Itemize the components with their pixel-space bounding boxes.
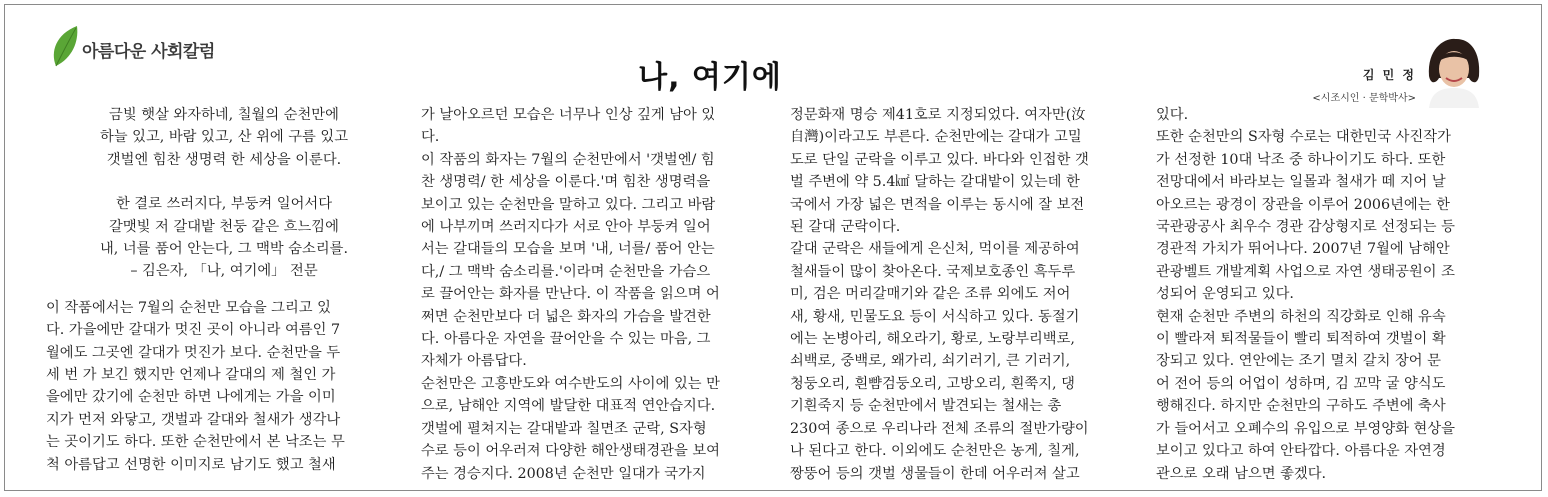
text-line: 또한 순천만의 S자형 수로는 대한민국 사진작가 xyxy=(1156,129,1451,146)
article-column-4 xyxy=(1156,104,1512,485)
text-line: 다. 아름다운 자연을 끌어안을 수 있는 마음, 그 xyxy=(421,331,711,348)
text-line: 철새들이 많이 찾아온다. 국제보호종인 흑두루 xyxy=(790,263,1076,280)
text-line: 보이고 있다고 하여 안타깝다. 아름다운 자연경 xyxy=(1156,443,1446,460)
author-byline xyxy=(1312,66,1416,104)
text-line: 로 끌어안는 화자를 만난다. 이 작품을 읽으며 어 xyxy=(421,286,720,303)
text-line: 아오르는 광경이 장관을 이루어 2006년에는 한 xyxy=(1156,196,1450,213)
text-line: 自灣)이라고도 부른다. 순천만에는 갈대가 고밀 xyxy=(790,129,1082,146)
text-line: 서는 갈대들의 모습을 보며 '내, 너를/ 품어 안는 xyxy=(421,241,715,258)
text-line: 벌 주변에 약 5.4㎢ 달하는 갈대밭이 있는데 한 xyxy=(790,174,1080,191)
text-line: 국관광공사 최우수 경관 감상형지로 선정되는 등 xyxy=(1156,219,1455,236)
text-line: 미, 검은 머리갈매기와 같은 조류 외에도 저어 xyxy=(790,286,1071,303)
author-name: 김 민 정 xyxy=(1362,68,1416,82)
text-line: 에 나부끼며 쓰러지다가 서로 안아 부둥켜 일어 xyxy=(421,219,711,236)
brand-label: 아름다운 사회칼럼 xyxy=(82,41,215,62)
text-line: 이 빨라져 퇴적물들이 빨리 퇴적하여 갯벌이 확 xyxy=(1156,331,1446,348)
poem-line: 한 결로 쓰러지다, 부둥켜 일어서다 xyxy=(115,196,333,213)
text-line: 쇠백로, 중백로, 왜가리, 쇠기러기, 큰 기러기, xyxy=(790,353,1071,370)
text-line: 지가 먼저 와닿고, 갯벌과 갈대와 철새가 생각나 xyxy=(46,411,341,428)
text-line: 다,/ 그 맥박 숨소리를.'이라며 순천만을 가슴으 xyxy=(421,263,711,280)
text-line: 도로 단일 군락을 이루고 있다. 바다와 인접한 갯 xyxy=(790,151,1089,168)
text-line: 에는 논병아리, 해오라기, 황로, 노랑부리백로, xyxy=(790,331,1075,348)
poem-line: 내, 너를 품어 안는다, 그 맥박 숨소리를. xyxy=(99,241,349,258)
text-line: 있다. xyxy=(1156,107,1189,123)
poem-line: 금빛 햇살 와자하네, 칠월의 순천만에 xyxy=(109,107,339,123)
text-line: 정문화재 명승 제41호로 지정되었다. 여자만(汝 xyxy=(790,107,1086,123)
text-line: 전망대에서 바라보는 일몰과 철새가 떼 지어 날 xyxy=(1156,174,1446,191)
poem-line: 갯벌엔 힘찬 생명력 한 세상을 이룬다. xyxy=(106,151,342,168)
text-line: 어 전어 등의 어업이 성하며, 김 꼬막 굴 양식도 xyxy=(1156,375,1446,392)
text-line: 행해진다. 하지만 순천만의 구하도 주변에 축사 xyxy=(1156,398,1446,415)
text-line: 다. 가을에만 갈대가 멋진 곳이 아니라 여름인 7 xyxy=(46,322,341,339)
text-line: 순천만은 고흥반도와 여수반도의 사이에 있는 만 xyxy=(421,375,720,392)
text-line: 갈대 군락은 새들에게 은신처, 먹이를 제공하여 xyxy=(790,241,1080,258)
text-line: 현재 순천만 주변의 하천의 직강화로 인해 유속 xyxy=(1156,308,1446,325)
author-photo xyxy=(1425,36,1483,108)
text-line: 주는 경승지다. 2008년 순천만 일대가 국가지 xyxy=(421,465,706,482)
text-line: 찬 생명력/ 한 세상을 이룬다.'며 힘찬 생명력을 xyxy=(421,174,711,191)
text-line: 장되고 있다. 연안에는 조기 멸치 갈치 장어 문 xyxy=(1156,353,1441,370)
text-line: 된 갈대 군락이다. xyxy=(790,219,901,236)
text-line: 새, 황새, 민물도요 등이 서식하고 있다. 동절기 xyxy=(790,308,1080,325)
author-title: <시조시인 · 문학박사> xyxy=(1312,93,1416,104)
text-line: 국에서 가장 넓은 면적을 이루는 동시에 잘 보전 xyxy=(790,196,1085,213)
text-line: 쩌면 순천만보다 더 넓은 화자의 가슴을 발견한 xyxy=(421,308,711,325)
text-line: 수로 등이 어우러져 다양한 해안생태경관을 보여 xyxy=(421,443,720,460)
text-line: 이 작품의 화자는 7월의 순천만에서 '갯벌엔/ 힘 xyxy=(421,151,715,168)
leaf-icon xyxy=(50,24,80,68)
poem-line: 하늘 있고, 바람 있고, 산 위에 구름 있고 xyxy=(99,129,349,146)
text-line: 관광벨트 개발계획 사업으로 자연 생태공원이 조 xyxy=(1156,263,1455,280)
text-line: 자체가 아름답다. xyxy=(421,353,527,370)
text-line: 는 곳이기도 하다. 또한 순천만에서 본 낙조는 무 xyxy=(46,434,345,451)
poem-quote xyxy=(46,104,402,283)
poem-line: 갈맷빛 저 갈대밭 천둥 같은 흐느낌에 xyxy=(109,218,339,235)
text-line: 청둥오리, 흰뺨검둥오리, 고방오리, 흰쭉지, 댕 xyxy=(790,375,1075,392)
text-line: 척 아름답고 선명한 이미지로 남기도 했고 철새 xyxy=(46,456,336,473)
text-line: 월에도 그곳엔 갈대가 멋진가 보다. 순천만을 두 xyxy=(46,344,341,361)
body-lines xyxy=(46,297,402,476)
text-line: 경관적 가치가 뛰어나다. 2007년 7월에 남해안 xyxy=(1156,241,1450,258)
text-line: 짱뚱어 등의 갯벌 생물들이 한데 어우러져 살고 xyxy=(790,465,1080,482)
text-line: 관으로 오래 남으면 좋겠다. xyxy=(1156,465,1327,482)
poem-attribution: – 김은자, 「나, 여기에」 전문 xyxy=(130,263,318,280)
text-line: 230여 종으로 우리나라 전체 조류의 절반가량이 xyxy=(790,420,1089,437)
article-column-1 xyxy=(46,104,402,476)
text-line: 갯벌에 펼쳐지는 갈대밭과 칠면조 군락, S자형 xyxy=(421,420,707,437)
text-line: 가 날아오르던 모습은 너무나 인상 깊게 남아 있 xyxy=(421,107,716,123)
text-line: 다. xyxy=(421,129,440,146)
text-line: 가 들어서고 오폐수의 유입으로 부영양화 현상을 xyxy=(1156,420,1455,437)
text-line: 가 선정한 10대 낙조 중 하나이기도 하다. 또한 xyxy=(1156,151,1446,168)
text-line: 으로, 남해안 지역에 발달한 대표적 연안습지다. xyxy=(421,398,716,415)
text-line: 이 작품에서는 7월의 순천만 모습을 그리고 있 xyxy=(46,299,331,316)
text-line: 보이고 있는 순천만을 말하고 있다. 그리고 바람 xyxy=(421,196,716,213)
text-line: 기흰죽지 등 순천만에서 발견되는 철새는 총 xyxy=(790,398,1062,415)
column-brand xyxy=(50,24,215,68)
text-line: 을에만 갔기에 순천만 하면 나에게는 가을 이미 xyxy=(46,389,336,406)
article-column-2 xyxy=(421,104,777,485)
text-line: 나 된다고 한다. 이외에도 순천만은 농게, 칠게, xyxy=(790,443,1080,460)
article-headline: 나, 여기에 xyxy=(638,60,782,95)
text-line: 성되어 운영되고 있다. xyxy=(1156,286,1294,303)
article-column-3 xyxy=(790,104,1146,485)
text-line: 세 번 가 보긴 했지만 언제나 갈대의 제 철인 가 xyxy=(46,367,336,384)
